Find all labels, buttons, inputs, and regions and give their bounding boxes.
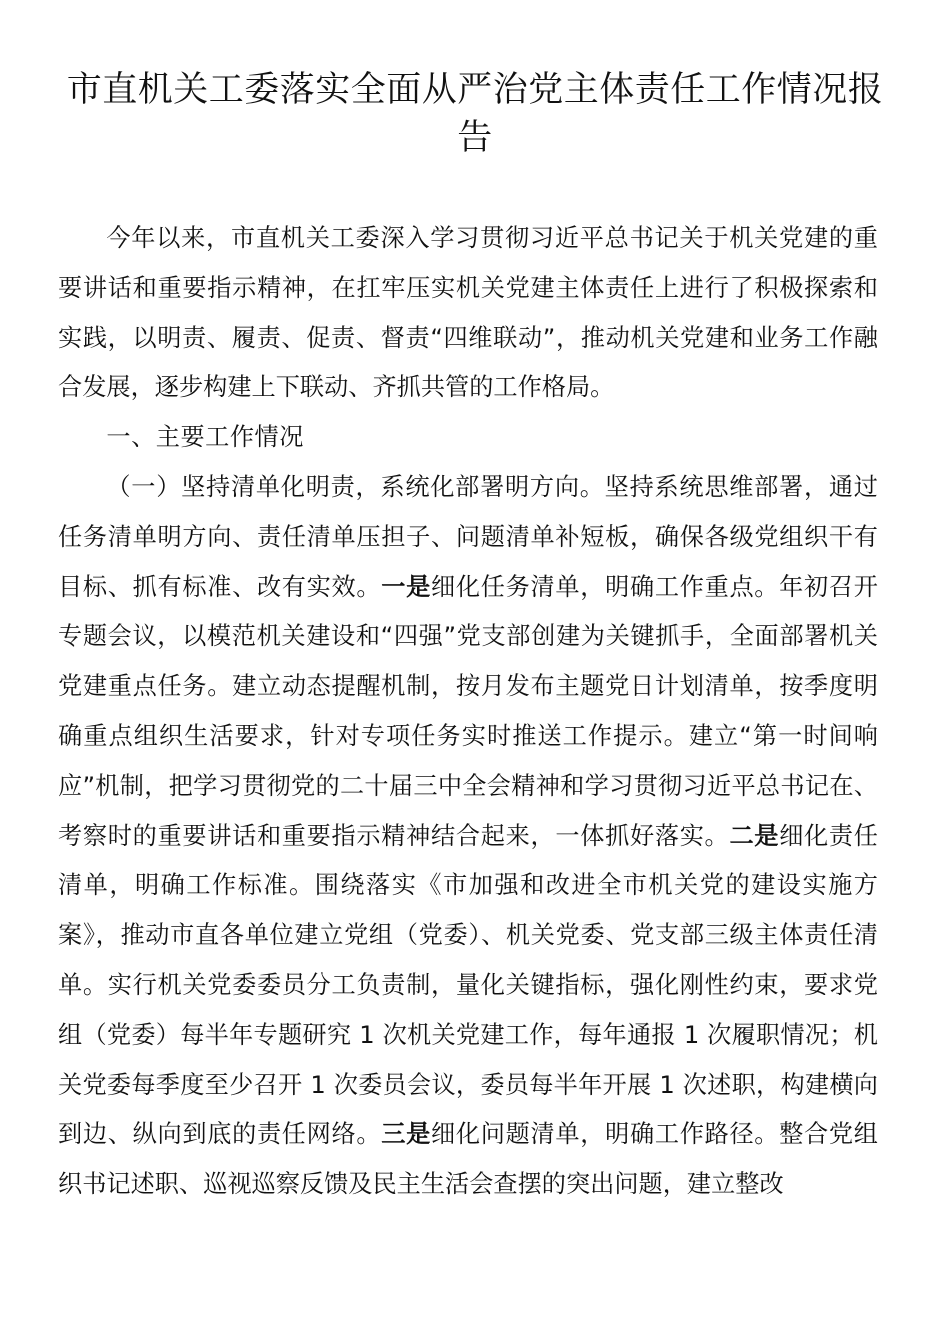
document-title: 市直机关工委落实全面从严治党主体责任工作情况报告 [66, 70, 884, 158]
item-text-2: 细化责任清单，明确工作标准。围绕落实《市加强和改进全市机关党的建设实施方案》，推动市直各单位建立党组（党委）、机关党委、党支部三级主体责任清单。实行机关党委委员分工负责制，量化关键指标，强化刚性约束，要求党组（党委）每半年专题研究 1 次机关党建工作，每年通报 1 次履职情况；机关党委每季度至少召开 1 次委员会议，委员每半年开展 1 次述职，构建横向到边、纵向到底的责任网络。 [58, 821, 878, 1149]
item-text-1: 细化任务清单，明确工作重点。年初召开专题会议，以模范机关建设和“四强”党支部创建为关键抓手，全面部署机关党建重点任务。建立动态提醒机制，按月发布主题党日计划清单，按季度明确重点组织生活要求，针对专项任务实时推送工作提示。建立“第一时间响应”机制，把学习贯彻党的二十届三中全会精神和学习贯彻习近平总书记在、考察时的重要讲话和重要指示精神结合起来，一体抓好落实。 [58, 572, 878, 850]
item-label-3: 三是 [381, 1120, 432, 1149]
subsection-paragraph-1 [58, 463, 878, 1210]
intro-paragraph: 今年以来，市直机关工委深入学习贯彻习近平总书记关于机关党建的重要讲话和重要指示精神，在扛牢压实机关党建主体责任上进行了积极探索和实践，以明责、履责、促责、督责“四维联动”，推动机关党建和业务工作融合发展，逐步构建上下联动、齐抓共管的工作格局。 [58, 224, 878, 402]
item-text-3: 细化问题清单，明确工作路径。整合党组织书记述职、巡视巡察反馈及民主生活会查摆的突出问题，建立整改 [58, 1120, 878, 1199]
section-heading-main-work: 一、主要工作情况 [106, 423, 304, 452]
subsection-lead: （一）坚持清单化明责，系统化部署明方向。坚持系统思维部署，通过任务清单明方向、责任清单压担子、问题清单补短板，确保各级党组织干有目标、抓有标准、改有实效。 [58, 472, 878, 601]
document-body [58, 214, 878, 1210]
item-label-2: 二是 [729, 821, 780, 850]
item-label-1: 一是 [381, 572, 432, 601]
